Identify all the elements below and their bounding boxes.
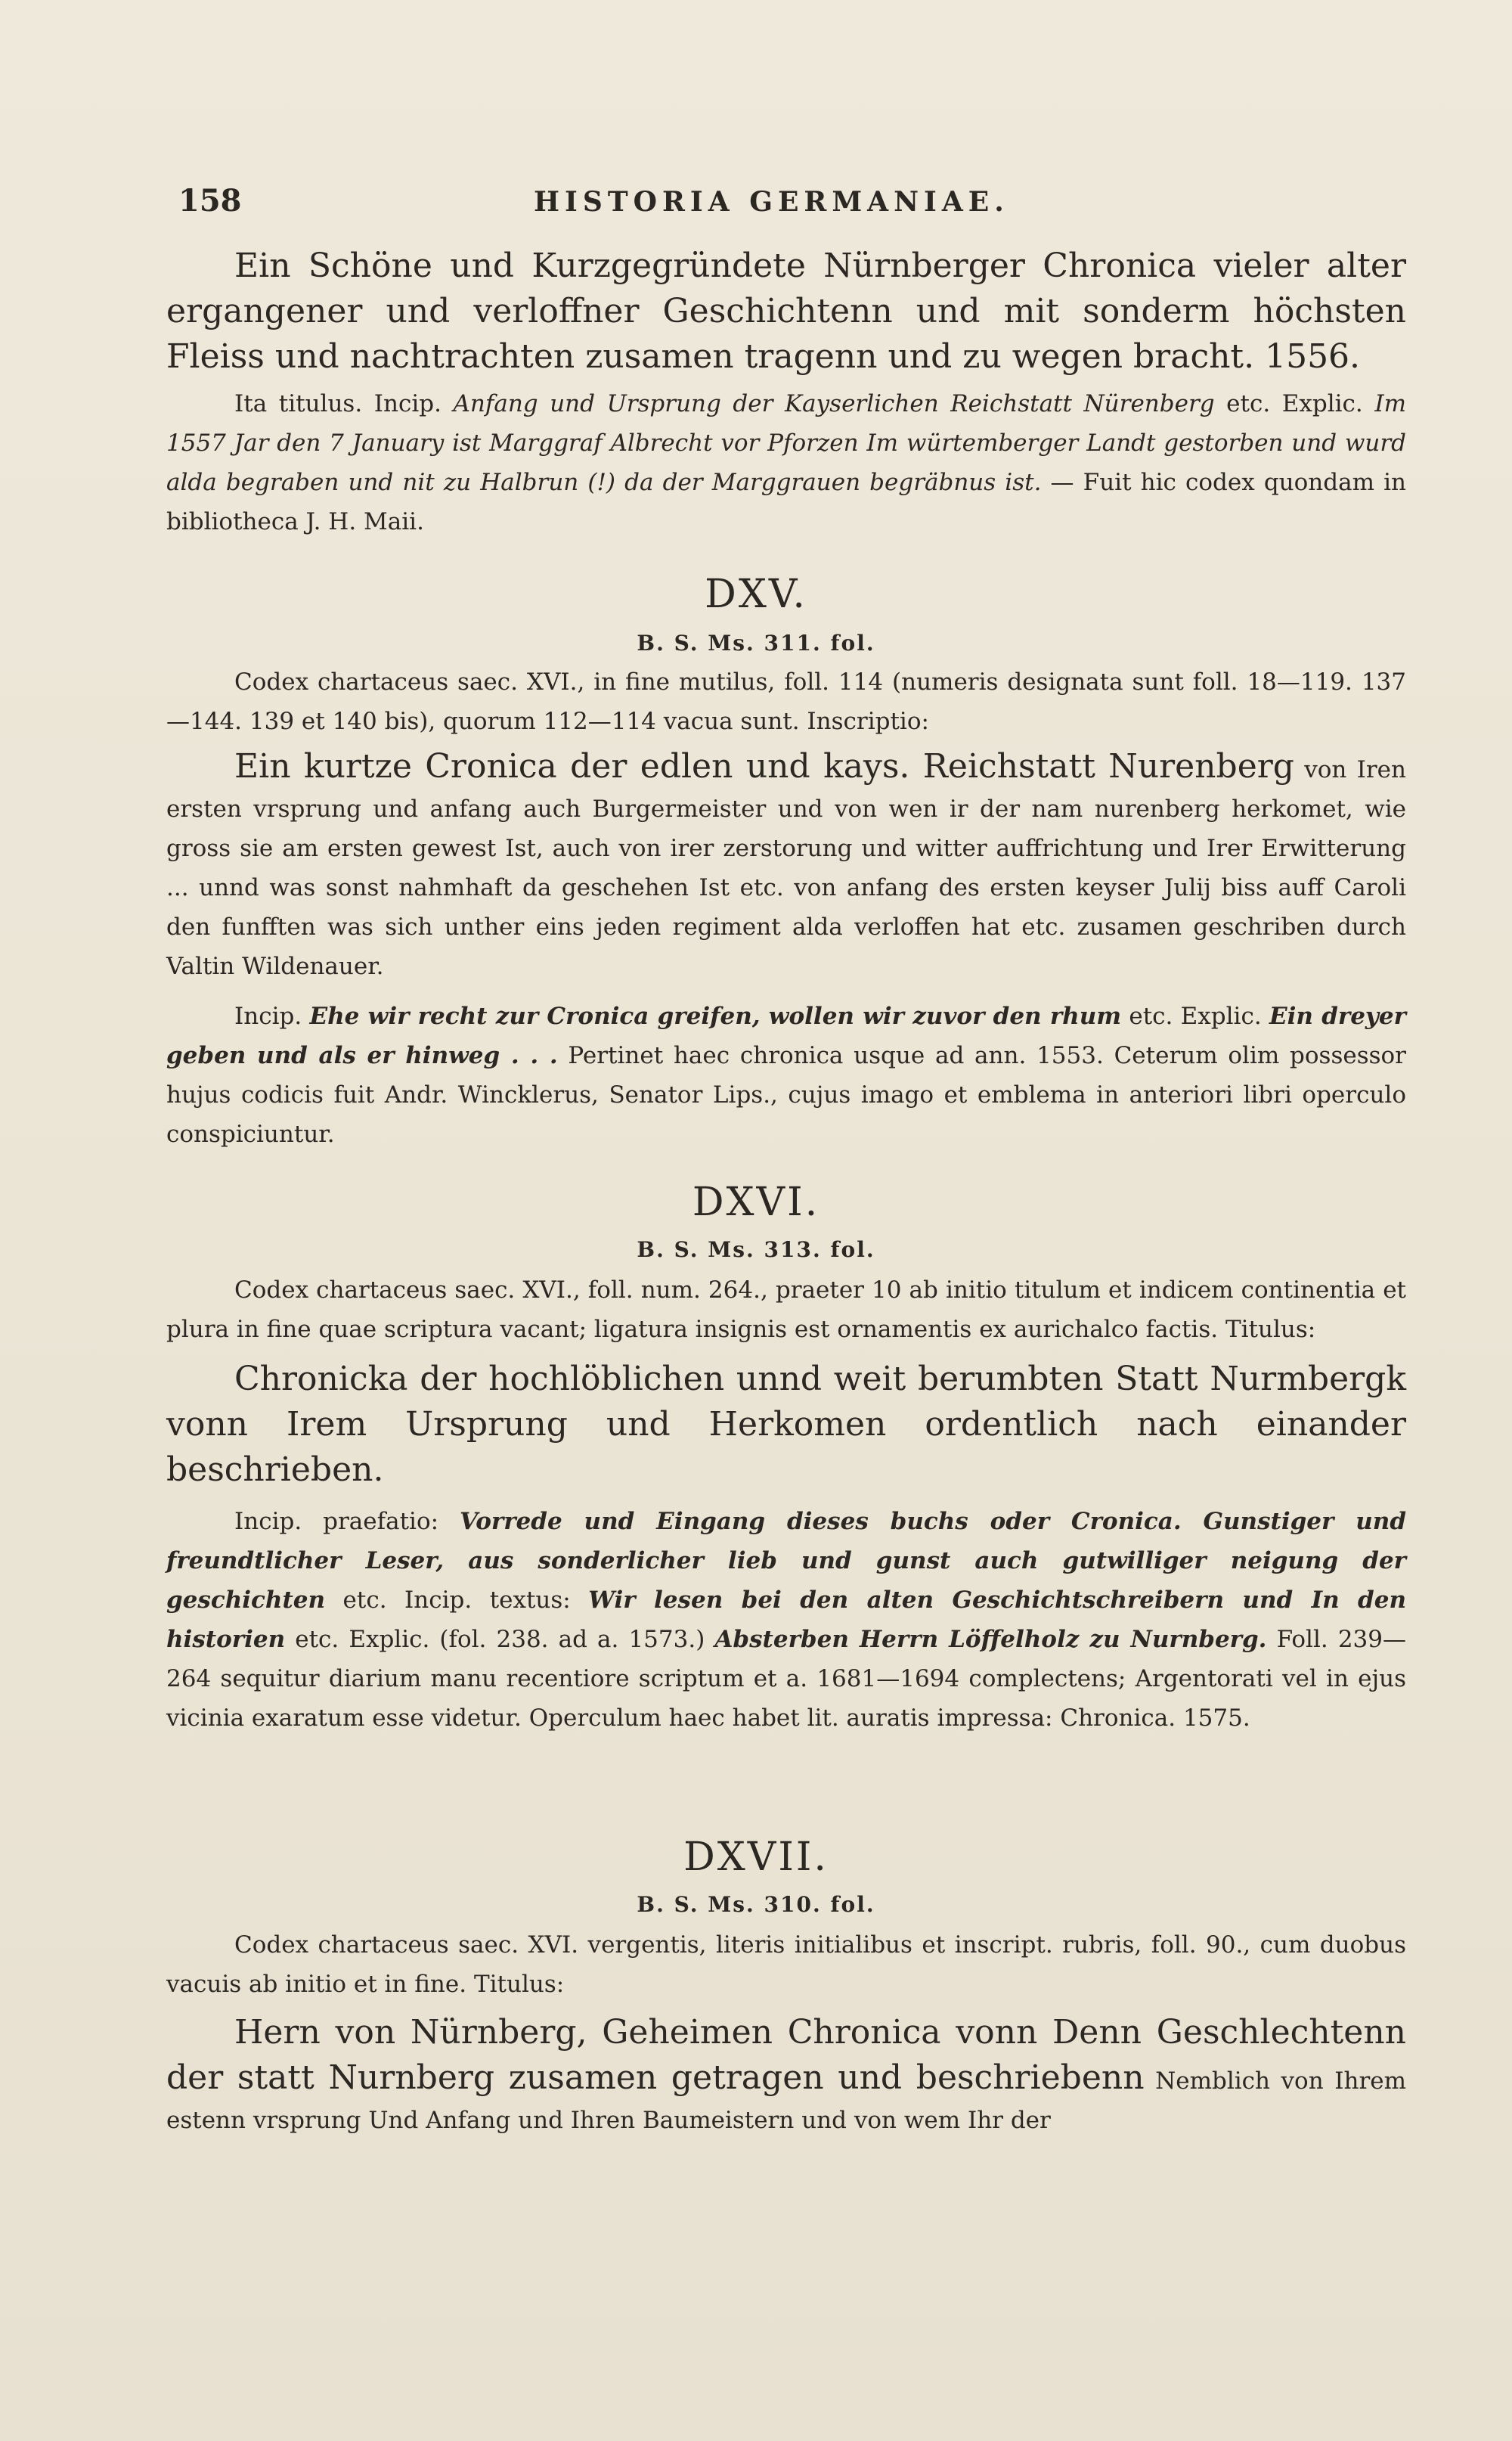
- entry-title: Ein Schöne und Kurzgegründete Nürnberger Chronica vieler alter ergangener und verloffner Geschichtenn und mit sonderm höchsten Fleiss und nachtrachten zusamen tragenn und zu wegen bracht. 1556.: [166, 247, 1406, 376]
- incipit-explicit: Incip. Ehe wir recht zur Cronica greifen, wollen wir zuvor den rhum etc. Explic. Ein dreyer geben und als er hinweg . . . Pertinet haec chronica usque ad ann. 1553. Ceterum olim possessor hujus codicis fuit Andr. Wincklerus, Senator Lips., cujus imago et emblema in anteriori libri operculo conspiciuntur.: [166, 1003, 1406, 1148]
- codex-title: Hern von Nürnberg, Geheimen Chronica vonn Denn Geschlechtenn der statt Nurnberg zusamen getragen und beschriebenn Nemblich von Ihrem estenn vrsprung Und Anfang und Ihren Baumeistern und von wem Ihr der: [166, 2013, 1407, 2134]
- entry-description: Ita titulus. Incip. Anfang und Ursprung der Kayserlichen Reichstatt Nürenberg etc. Explic. Im 1557 Jar den 7 January ist Marggraf Albrecht vor Pforzen Im würtemberger Landt gestorben und wurd alda begraben und nit zu Halbrun (!) da der Marggrauen begräbnus ist. — Fuit hic codex quondam in bibliotheca J. H. Maii.: [166, 390, 1406, 535]
- codex-description: Codex chartaceus saec. XVI. vergentis, literis initialibus et inscript. rubris, foll. 90., cum duobus vacuis ab initio et in fine. Titulus:: [166, 1931, 1406, 1998]
- running-head: [178, 183, 1414, 228]
- entry-515: [166, 662, 1406, 1154]
- codex-title: Chronicka der hochlöblichen unnd weit berumbten Statt Nurmbergk vonn Irem Ursprung und Herkomen ordentlich nach einander beschrieben.: [166, 1360, 1406, 1489]
- codex-description: Codex chartaceus saec. XVI., in fine mutilus, foll. 114 (numeris designata sunt foll. 18—119. 137—144. 139 et 140 bis), quorum 112—114 vacua sunt. Inscriptio:: [166, 668, 1406, 735]
- codex-description: Codex chartaceus saec. XVI., foll. num. 264., praeter 10 ab initio titulum et indicem continentia et plura in fine quae scriptura vacant; ligatura insignis est ornamentis ex aurichalco factis. Titulus:: [166, 1276, 1406, 1343]
- shelfmark: B. S. Ms. 310. fol.: [637, 1892, 875, 1917]
- incipit-explicit: Incip. praefatio: Vorrede und Eingang dieses buchs oder Cronica. Gunstiger und freundtlicher Leser, aus sonderlicher lieb und gunst auch gutwilliger neigung der geschichten etc. Incip. textus: Wir lesen bei den alten Geschichtschreibern und In den historien etc. Explic. (fol. 238. ad a. 1573.) Absterben Herrn Löffelholz zu Nurnberg. Foll. 239—264 sequitur diarium manu recentiore scriptum et a. 1681—1694 complectens; Argentorati vel in ejus vicinia exaratum esse videtur. Operculum haec habet lit. auratis impressa: Chronica. 1575.: [166, 1508, 1406, 1732]
- codex-title: Ein kurtze Cronica der edlen und kays. Reichstatt Nurenberg von Iren ersten vrsprung und anfang auch Burgermeister und von wen ir der nam nurenberg herkomet, wie gross sie am ersten gewest Ist, auch von irer zerstorung und witter auffrichtung und Irer Erwitterung ... unnd was sonst nahmhaft da geschehen Ist etc. von anfang des ersten keyser Julij biss auff Caroli den funfften was sich unther eins jeden regiment alda verloffen hat etc. zusamen geschriben durch Valtin Wildenauer.: [166, 747, 1406, 980]
- entry-516: [166, 1270, 1406, 1738]
- shelfmark: B. S. Ms. 311. fol.: [637, 631, 875, 656]
- page-number: 158: [178, 183, 242, 219]
- shelfmark: B. S. Ms. 313. fol.: [637, 1237, 875, 1262]
- running-title: HISTORIA GERMANIAE.: [534, 186, 1009, 218]
- entry-number: DXVI.: [692, 1180, 820, 1225]
- entry-number: DXV.: [705, 572, 807, 617]
- entry-number: DXVII.: [683, 1835, 829, 1880]
- entry-514: [166, 243, 1406, 541]
- entry-517: [166, 1925, 1406, 2140]
